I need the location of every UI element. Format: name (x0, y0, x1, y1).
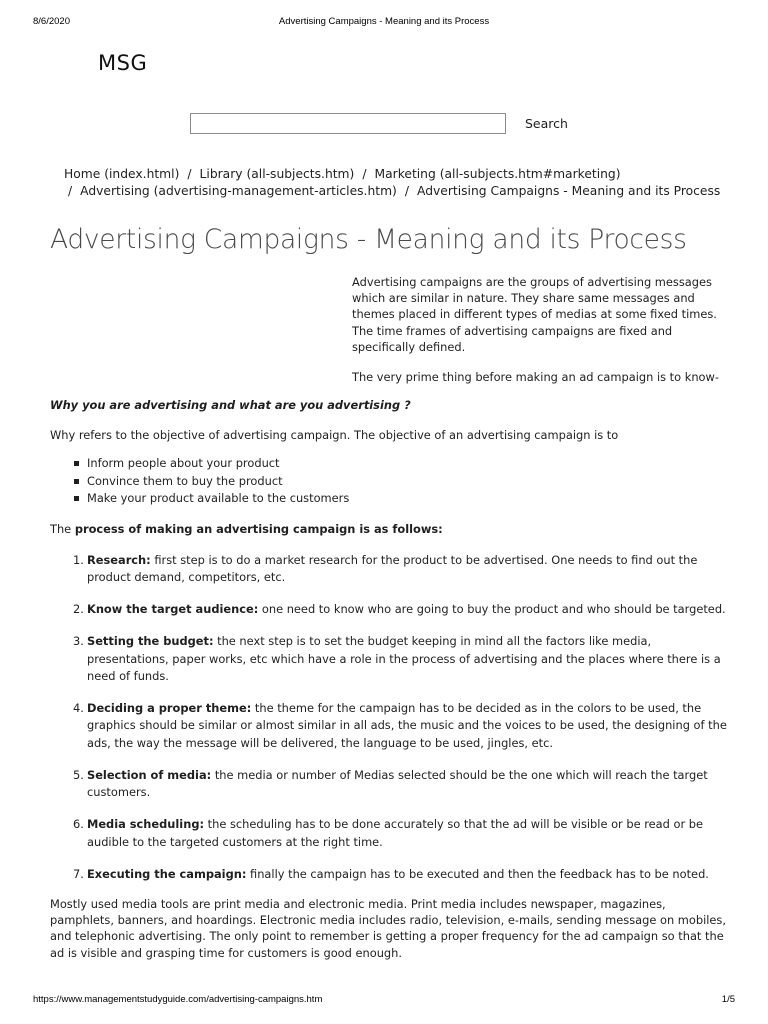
search-input[interactable] (190, 113, 506, 134)
list-item (73, 700, 730, 752)
intro-paragraph: The very prime thing before making an ad campaign is to know- (352, 370, 719, 385)
step-number: 2. (73, 602, 84, 617)
list-item (73, 866, 730, 883)
breadcrumb-separator: / (404, 184, 410, 198)
step-title: Media scheduling: (87, 817, 205, 832)
article-body (50, 397, 730, 961)
list-item (73, 601, 730, 618)
step-title: Setting the budget: (87, 634, 214, 649)
step-text: the scheduling has to be done accurately so that the ad will be visible or be read or be audible to the targeted customers at the right time. (87, 817, 703, 849)
list-item (73, 633, 730, 685)
breadcrumb-marketing-link[interactable]: Marketing (all-subjects.htm#marketing) (374, 167, 621, 181)
step-number: 6. (73, 817, 84, 832)
breadcrumb-separator: / (68, 184, 73, 198)
step-number: 3. (73, 634, 84, 649)
step-text: one need to know who are going to buy the product and who should be targeted. (258, 602, 726, 617)
process-steps-list (50, 552, 730, 883)
list-item (73, 767, 730, 802)
step-text: finally the campaign has to be executed and then the feedback has to be noted. (246, 866, 709, 881)
step-title: Research: (87, 552, 151, 567)
breadcrumb-current: Advertising Campaigns - Meaning and its Process (417, 184, 721, 198)
breadcrumb-home-link[interactable]: Home (index.html) (64, 167, 180, 181)
intro-paragraph: Advertising campaigns are the groups of advertising messages which are similar in nature. They share same messages and themes placed in different types of medias at some fixed times. The time frames of advertising campaigns are fixed and specifically defined. (352, 275, 717, 354)
process-heading: process of making an advertising campaign is as follows: (74, 521, 443, 536)
objectives-list (50, 455, 730, 507)
page-title: Advertising Campaigns - Meaning and its Process (50, 224, 687, 255)
objective-paragraph: Why refers to the objective of advertising campaign. The objective of an advertising campaign is to (50, 428, 619, 443)
step-number: 4. (73, 701, 84, 716)
step-title: Executing the campaign: (87, 866, 247, 881)
step-number: 7. (73, 866, 84, 881)
print-date: 8/6/2020 (33, 16, 70, 27)
list-item (73, 816, 730, 851)
list-item: Make your product available to the customers (87, 490, 730, 507)
print-url: https://www.managementstudyguide.com/advertising-campaigns.htm (33, 994, 323, 1005)
step-title: Know the target audience: (87, 602, 259, 617)
search-button[interactable]: Search (525, 116, 568, 131)
step-text: first step is to do a market research for the product to be advertised. One needs to find out the product demand, competitors, etc. (87, 552, 698, 585)
print-page-title: Advertising Campaigns - Meaning and its Process (278, 16, 490, 27)
breadcrumb-advertising-link[interactable]: Advertising (advertising-management-articles.htm) (80, 184, 397, 198)
list-item: Inform people about your product (87, 455, 730, 472)
breadcrumb-line-2 (0, 184, 768, 198)
breadcrumb-line-1 (0, 167, 768, 181)
list-item: Convince them to buy the product (87, 473, 730, 490)
step-title: Deciding a proper theme: (87, 701, 252, 716)
breadcrumb-separator: / (362, 167, 367, 181)
step-text: the next step is to set the budget keeping in mind all the factors like media, presentations, paper works, etc which have a role in the process of advertising and the places where there is a need of funds. (87, 634, 721, 684)
step-number: 1. (73, 552, 84, 567)
step-number: 5. (73, 767, 84, 782)
why-heading: Why you are advertising and what are you advertising ? (50, 398, 411, 412)
site-logo[interactable]: MSG (98, 51, 148, 75)
process-intro (50, 521, 730, 538)
media-paragraph: Mostly used media tools are print media and electronic media. Print media includes newspaper, magazines, pamphlets, banners, and hoardings. Electronic media includes radio, television, e-mails, sending message on mobiles, and telephonic advertising. The only point to remember is getting a proper frequency for the ad campaign so that the ad is visible and grasping time for customers is good enough. (50, 897, 726, 960)
breadcrumb-separator: / (187, 167, 192, 181)
breadcrumb-library-link[interactable]: Library (all-subjects.htm) (199, 167, 355, 181)
step-text: the theme for the campaign has to be decided as in the colors to be used, the graphics should be similar or almost similar in all ads, the music and the voices to be used, the designing of the ads, the way the message will be delivered, the language to be used, jingles, etc. (87, 701, 727, 750)
step-title: Selection of media: (87, 767, 212, 782)
print-page-number: 1/5 (721, 994, 735, 1005)
list-item (73, 552, 730, 587)
process-prefix: The (50, 521, 75, 536)
article-intro (352, 274, 722, 385)
step-text: the media or number of Medias selected should be the one which will reach the target customers. (87, 767, 708, 800)
